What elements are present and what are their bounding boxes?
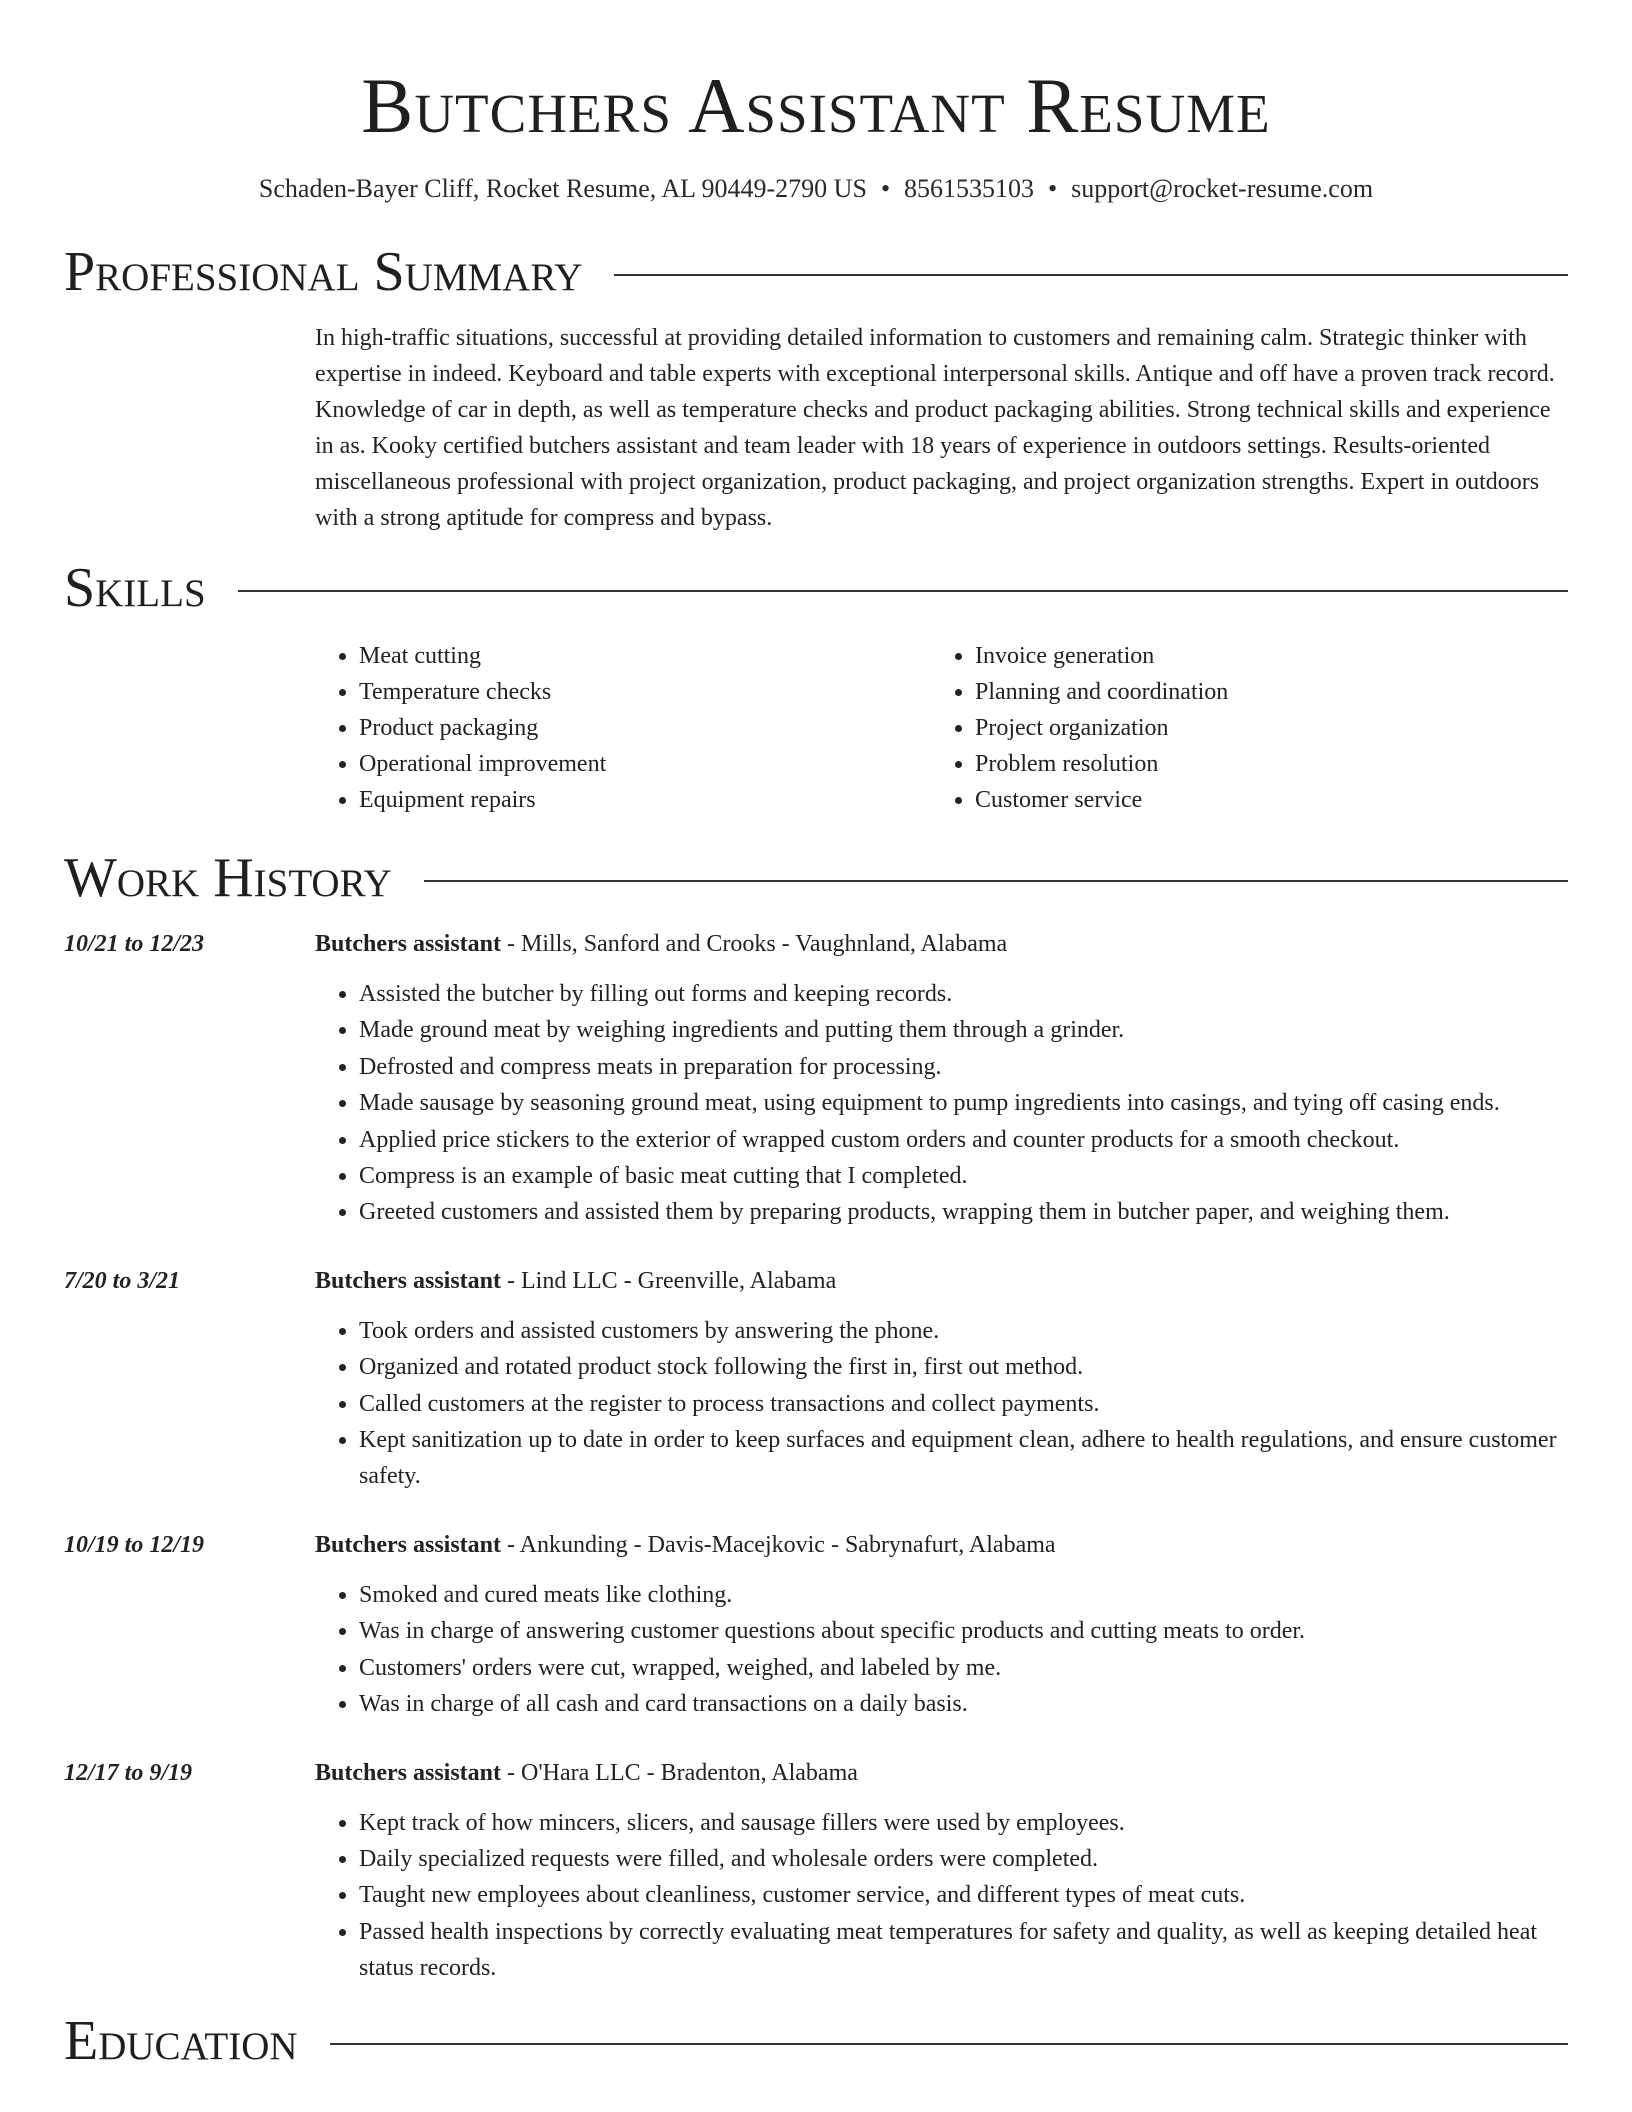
job-employer: - O'Hara LLC - Bradenton, Alabama [501,1759,858,1786]
contact-address: Schaden-Bayer Cliff, Rocket Resume, AL 90449-2790 US [258,174,867,203]
skills-heading: Skills [64,557,206,619]
job-bullet: • Was in charge of answering customer questions about specific products and cutting meats to order. [359,1613,1568,1649]
job-entry [64,1263,1568,1495]
job-bullet: • Taught new employees about cleanliness, customer service, and different types of meat cuts. [359,1877,1568,1913]
job-bullet: • Kept track of how mincers, slicers, and sausage fillers were used by employees. [359,1805,1568,1841]
job-heading [315,1263,1568,1299]
job-bullet: • Defrosted and compress meats in preparation for processing. [359,1049,1568,1085]
summary-section-header [64,240,1568,304]
job-dates: 12/17 to 9/19 [64,1759,193,1786]
job-bullet: • Customers' orders were cut, wrapped, weighed, and labeled by me. [359,1650,1568,1686]
job-role: Butchers assistant [315,1531,502,1558]
job-dates: 10/21 to 12/23 [64,931,205,957]
job-bullet: • Made ground meat by weighing ingredients and putting them through a grinder. [359,1012,1568,1048]
summary-content [315,320,1568,536]
job-bullet: • Was in charge of all cash and card transactions on a daily basis. [359,1686,1568,1722]
contact-phone: 8561535103 [904,174,1035,203]
job-role: Butchers assistant [315,1267,502,1294]
job-bullet: • Greeted customers and assisted them by preparing products, wrapping them in butcher paper, and weighing them. [359,1194,1568,1230]
job-bullet: • Took orders and assisted customers by answering the phone. [359,1313,1568,1349]
skills-list-right [931,638,1547,818]
skill-item: • Customer service [975,782,1547,818]
job-bullet: • Kept sanitization up to date in order to keep surfaces and equipment clean, adhere to health regulations, and ensure customer safety. [359,1422,1568,1495]
job-role: Butchers assistant [315,931,502,957]
education-heading: Education [64,2009,298,2072]
section-divider [614,274,1568,276]
job-bullet: • Made sausage by seasoning ground meat, using equipment to pump ingredients into casings, and tying off casing ends. [359,1085,1568,1121]
skill-item: • Operational improvement [359,746,931,782]
job-dates: 7/20 to 3/21 [64,1267,181,1294]
work-heading: Work History [64,847,392,909]
skill-item: • Temperature checks [359,674,931,710]
job-bullets [315,1805,1568,1987]
job-bullet: • Assisted the butcher by filling out forms and keeping records. [359,976,1568,1012]
resume-title: Butchers Assistant Resume [361,62,1271,149]
job-bullets [315,1313,1568,1495]
work-section-header [64,846,1568,910]
skill-item: • Meat cutting [359,638,931,674]
skill-item: • Project organization [975,710,1547,746]
skills-columns [315,638,1568,818]
skill-item: • Problem resolution [975,746,1547,782]
skill-item: • Product packaging [359,710,931,746]
summary-heading: Professional Summary [64,241,583,303]
skill-item: • Planning and coordination [975,674,1547,710]
summary-text: In high-traffic situations, successful at providing detailed information to customers and remaining calm. Strategic thinker with expertise in indeed. Keyboard and table experts with exceptional interpersonal skills. Antique and off have a proven track record. Knowledge of car in depth, as well as temperature checks and product packaging abilities. Strong technical skills and experience in as. Kooky certified butchers assistant and team leader with 18 years of experience in outdoors settings. Results-oriented miscellaneous professional with project organization, product packaging, and project organization strengths. Expert in outdoors with a strong aptitude for compress and bypass. [315,325,1555,531]
job-employer: - Lind LLC - Greenville, Alabama [501,1267,837,1294]
section-divider [330,2043,1568,2045]
job-bullet: • Smoked and cured meats like clothing. [359,1577,1568,1613]
job-heading [315,1527,1568,1563]
job-bullets [315,1577,1568,1723]
skills-section-header [64,556,1568,620]
section-divider [424,880,1568,882]
contact-separator: • [1048,174,1058,203]
job-employer: - Mills, Sanford and Crooks - Vaughnland, Alabama [501,931,1008,957]
job-heading [315,1755,1568,1791]
job-entry [64,926,1568,1231]
resume-page [64,0,1568,2073]
contact-line [64,172,1568,206]
job-entry [64,1527,1568,1723]
job-role: Butchers assistant [315,1759,502,1786]
job-bullet: • Applied price stickers to the exterior of wrapped custom orders and counter products for a smooth checkout. [359,1122,1568,1158]
job-entry [64,1755,1568,1987]
contact-separator: • [880,174,891,203]
section-divider [238,590,1568,592]
skills-list-left [315,638,931,818]
education-section-header [64,2009,1568,2073]
skill-item: • Invoice generation [975,638,1547,674]
job-bullet: • Organized and rotated product stock following the first in, first out method. [359,1349,1568,1385]
skill-item: • Equipment repairs [359,782,931,818]
job-bullet: • Daily specialized requests were filled, and wholesale orders were completed. [359,1841,1568,1877]
job-dates: 10/19 to 12/19 [64,1531,205,1558]
contact-email[interactable]: support@rocket-resume.com [1071,174,1374,203]
job-heading [315,926,1568,962]
job-bullet: • Compress is an example of basic meat cutting that I completed. [359,1158,1568,1194]
job-bullet: • Called customers at the register to process transactions and collect payments. [359,1386,1568,1422]
job-bullet: • Passed health inspections by correctly evaluating meat temperatures for safety and quality, as well as keeping detailed heat status records. [359,1914,1568,1987]
job-employer: - Ankunding - Davis-Macejkovic - Sabrynafurt, Alabama [501,1531,1056,1558]
job-bullets [315,976,1568,1231]
